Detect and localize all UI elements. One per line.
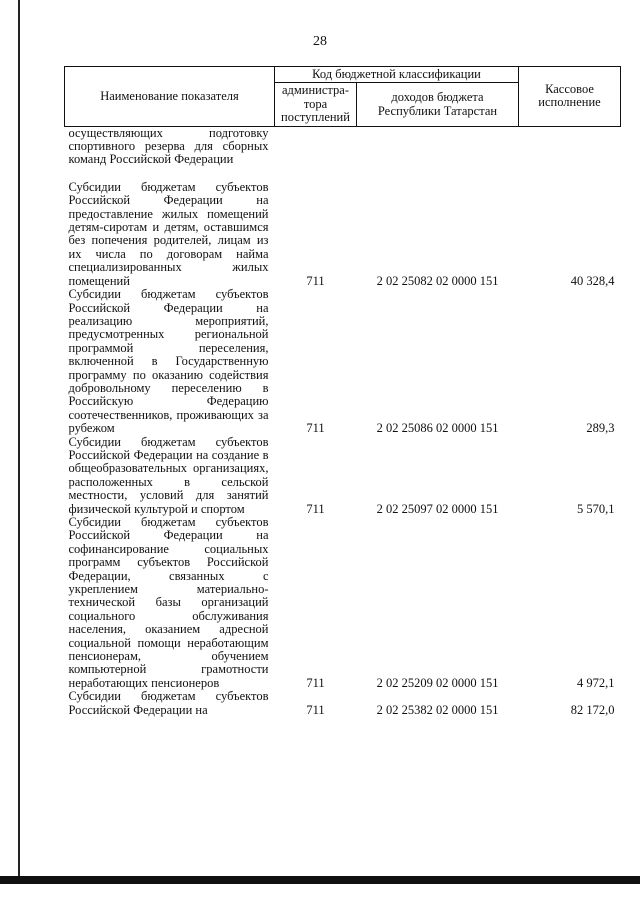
header-code-group: Код бюджетной классификации (275, 67, 519, 83)
row-name: Субсидии бюджетам субъектов Российской Федерации на (68, 689, 269, 717)
table-row (65, 436, 621, 516)
row-code: 2 02 25082 02 0000 151 (376, 273, 499, 288)
row-name: Субсидии бюджетам субъектов Российской Федерации на софинансирование социальных программ субъектов Российской Федерации, связанных с укреплением материально-технической базы организаций социального обслуживания населения, оказанием адресной социальной помощи неработающим пенсионерам, обучением компьютерной грамотности неработающих пенсионеров (68, 515, 269, 690)
row-amount: 5 570,1 (577, 501, 615, 516)
row-admin: 711 (306, 675, 325, 690)
row-admin: 711 (306, 703, 325, 718)
row-code: 2 02 25382 02 0000 151 (376, 703, 499, 718)
budget-table (64, 66, 621, 718)
table-row (65, 690, 621, 717)
row-code: 2 02 25097 02 0000 151 (376, 501, 499, 516)
row-admin: 711 (306, 501, 325, 516)
row-amount (519, 126, 621, 167)
page-number: 28 (313, 34, 327, 49)
row-name: Субсидии бюджетам субъектов Российской Федерации на создание в общеобразовательных организациях, расположенных в сельской местности, условий для занятий физической культурой и спортом (68, 434, 269, 516)
table-header (65, 67, 621, 127)
scan-edge-left (18, 0, 20, 880)
row-admin (275, 126, 357, 167)
header-cash: Кассовое исполнение (519, 67, 621, 127)
header-name: Наименование показателя (65, 67, 275, 127)
table-row (65, 167, 621, 288)
row-name: Субсидии бюджетам субъектов Российской Федерации на реализацию мероприятий, предусмотренных региональной программой переселения, включенной в Государственную программу по оказанию содействия добровольному переселению в Российскую Федерацию соотечественников, проживающих за рубежом (68, 287, 269, 436)
header-admin: администра-тора поступлений (275, 83, 357, 126)
scan-edge-bottom (0, 876, 640, 884)
row-code: 2 02 25209 02 0000 151 (376, 675, 499, 690)
table-body (65, 126, 621, 718)
row-name: осуществляющих подготовку спортивного резерва для сборных команд Российской Федерации (68, 125, 269, 167)
header-income: доходов бюджета Республики Татарстан (357, 83, 519, 126)
table-row (65, 516, 621, 690)
row-admin: 711 (306, 273, 325, 288)
table-row (65, 126, 621, 167)
row-code (357, 126, 519, 167)
row-code: 2 02 25086 02 0000 151 (376, 421, 499, 436)
row-amount: 289,3 (586, 421, 615, 436)
row-amount: 4 972,1 (577, 675, 615, 690)
row-amount: 40 328,4 (570, 273, 615, 288)
row-name: Субсидии бюджетам субъектов Российской Федерации на предоставление жилых помещений детям-сиротам и детям, оставшимся без попечения родителей, лицам из их числа по договорам найма специализированных жилых помещений (68, 179, 269, 288)
table-row (65, 288, 621, 435)
row-admin: 711 (306, 421, 325, 436)
row-amount: 82 172,0 (570, 703, 615, 718)
